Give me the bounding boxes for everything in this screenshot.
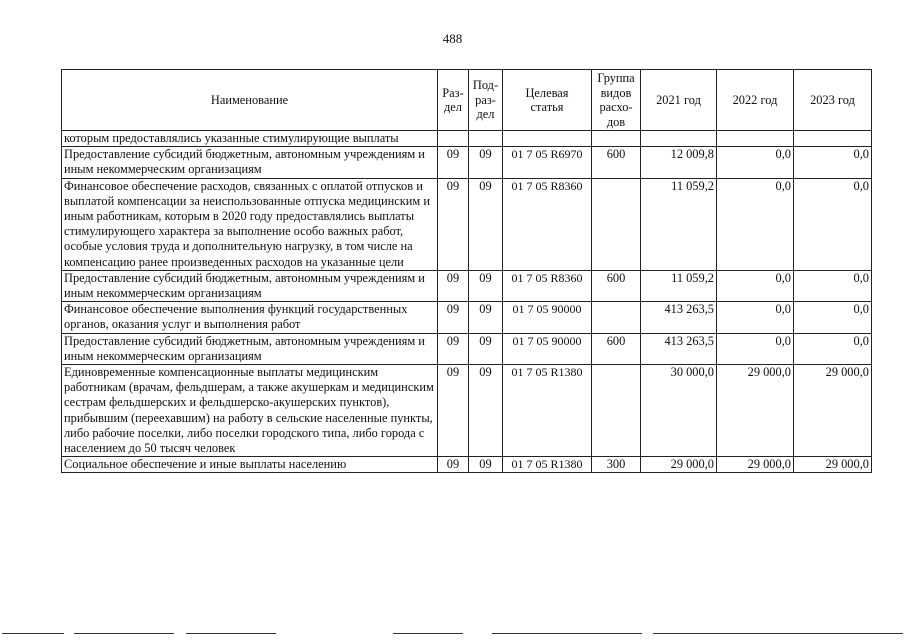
row-article: 01 7 05 90000 <box>503 302 592 333</box>
row-razdel: 09 <box>438 457 469 473</box>
header-row <box>62 70 872 131</box>
footer-line <box>393 633 463 634</box>
row-name: которым предоставлялись указанные стимулирующие выплаты <box>62 131 438 147</box>
row-2022: 29 000,0 <box>717 457 794 473</box>
header-podrazdel: Под- раз- дел <box>469 70 503 131</box>
row-name: Предоставление субсидий бюджетным, автономным учреждениям и иным некоммерческим организациям <box>62 270 438 301</box>
row-razdel: 09 <box>438 302 469 333</box>
table-row <box>62 270 872 301</box>
row-2023: 0,0 <box>794 178 872 270</box>
row-group: 300 <box>592 457 641 473</box>
row-article: 01 7 05 R6970 <box>503 147 592 178</box>
row-2021: 29 000,0 <box>641 457 717 473</box>
table-row <box>62 131 872 147</box>
row-name: Предоставление субсидий бюджетным, автономным учреждениям и иным некоммерческим организациям <box>62 147 438 178</box>
row-2021: 11 059,2 <box>641 178 717 270</box>
row-name: Социальное обеспечение и иные выплаты населению <box>62 457 438 473</box>
row-podrazdel: 09 <box>469 365 503 457</box>
row-razdel: 09 <box>438 270 469 301</box>
row-podrazdel: 09 <box>469 270 503 301</box>
table-row <box>62 365 872 457</box>
row-2023: 0,0 <box>794 270 872 301</box>
row-article <box>503 131 592 147</box>
row-podrazdel: 09 <box>469 457 503 473</box>
row-group <box>592 302 641 333</box>
footer-line <box>186 633 276 634</box>
row-razdel <box>438 131 469 147</box>
row-2023: 29 000,0 <box>794 365 872 457</box>
row-2021: 30 000,0 <box>641 365 717 457</box>
header-razdel: Раз- дел <box>438 70 469 131</box>
row-group <box>592 365 641 457</box>
row-podrazdel <box>469 131 503 147</box>
footer-line <box>492 633 642 634</box>
row-podrazdel: 09 <box>469 333 503 364</box>
row-2023: 29 000,0 <box>794 457 872 473</box>
row-name: Предоставление субсидий бюджетным, автономным учреждениям и иным некоммерческим организациям <box>62 333 438 364</box>
row-article: 01 7 05 R1380 <box>503 365 592 457</box>
row-article: 01 7 05 R8360 <box>503 178 592 270</box>
row-podrazdel: 09 <box>469 147 503 178</box>
row-2023: 0,0 <box>794 147 872 178</box>
row-group: 600 <box>592 270 641 301</box>
table-row <box>62 178 872 270</box>
row-group: 600 <box>592 333 641 364</box>
row-2022: 0,0 <box>717 147 794 178</box>
header-article: Целевая статья <box>503 70 592 131</box>
row-2021: 11 059,2 <box>641 270 717 301</box>
row-podrazdel: 09 <box>469 302 503 333</box>
row-razdel: 09 <box>438 333 469 364</box>
row-2023: 0,0 <box>794 333 872 364</box>
row-2023: 0,0 <box>794 302 872 333</box>
footer-line <box>653 633 903 634</box>
row-2022: 0,0 <box>717 302 794 333</box>
row-article: 01 7 05 90000 <box>503 333 592 364</box>
table-row <box>62 333 872 364</box>
row-2023 <box>794 131 872 147</box>
row-razdel: 09 <box>438 147 469 178</box>
header-2021: 2021 год <box>641 70 717 131</box>
page-number: 488 <box>442 31 463 46</box>
row-name: Единовременные компенсационные выплаты медицинским работникам (врачам, фельдшерам, а также акушеркам и медицинским сестрам фельдшерских и фельдшерско-акушерских пунктов), прибывшим (переехавшим) на работу в сельские населенные пункты, либо рабочие поселки, либо поселки городского типа, либо города с населением до 50 тысяч человек <box>62 365 438 457</box>
footer-line <box>74 633 174 634</box>
table-row <box>62 457 872 473</box>
row-group: 600 <box>592 147 641 178</box>
row-2021: 12 009,8 <box>641 147 717 178</box>
header-group: Группа видов расхо- дов <box>592 70 641 131</box>
row-2022: 0,0 <box>717 333 794 364</box>
row-group <box>592 131 641 147</box>
row-2022: 29 000,0 <box>717 365 794 457</box>
table-row <box>62 302 872 333</box>
header-2023: 2023 год <box>794 70 872 131</box>
header-2022: 2022 год <box>717 70 794 131</box>
row-razdel: 09 <box>438 178 469 270</box>
row-podrazdel: 09 <box>469 178 503 270</box>
footer-line <box>2 633 64 634</box>
row-2021 <box>641 131 717 147</box>
row-2022: 0,0 <box>717 178 794 270</box>
budget-table <box>61 69 872 473</box>
row-2021: 413 263,5 <box>641 302 717 333</box>
table-row <box>62 147 872 178</box>
row-razdel: 09 <box>438 365 469 457</box>
row-article: 01 7 05 R1380 <box>503 457 592 473</box>
row-group <box>592 178 641 270</box>
row-name: Финансовое обеспечение выполнения функций государственных органов, оказания услуг и выполнения работ <box>62 302 438 333</box>
row-2022 <box>717 131 794 147</box>
row-name: Финансовое обеспечение расходов, связанных с оплатой отпусков и выплатой компенсации за неиспользованные отпуска медицинским и иным работникам, которым в 2020 году предоставлялись выплаты стимулирующего характера за выполнение особо важных работ, особые условия труда и дополнительную нагрузку, в том числе на компенсацию ранее произведенных расходов на указанные цели <box>62 178 438 270</box>
header-name: Наименование <box>62 70 438 131</box>
row-2021: 413 263,5 <box>641 333 717 364</box>
row-article: 01 7 05 R8360 <box>503 270 592 301</box>
row-2022: 0,0 <box>717 270 794 301</box>
